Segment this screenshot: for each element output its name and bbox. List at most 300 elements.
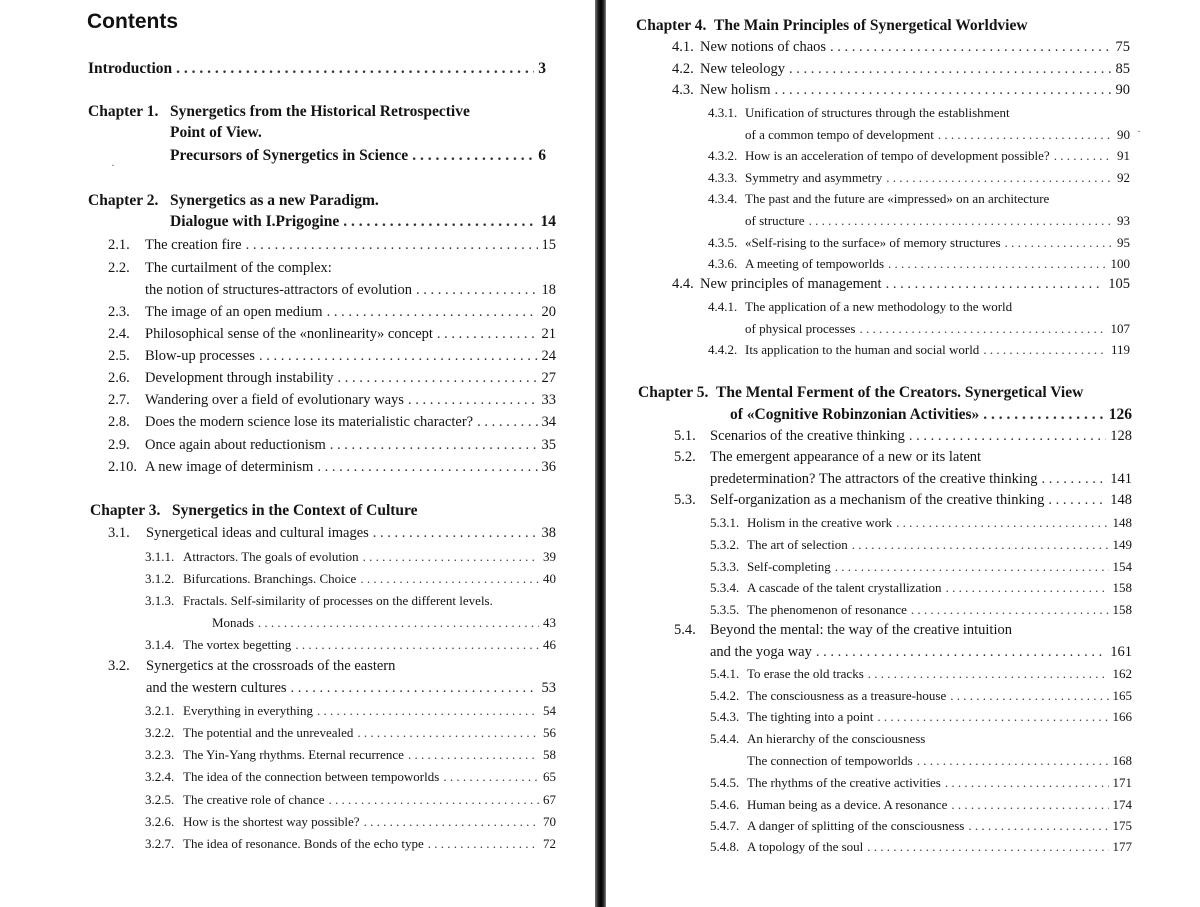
dot-leader [886,274,1105,295]
toc-entry-number: 5.4.3. [710,709,740,724]
toc-entry [710,642,1132,663]
toc-page-number: 119 [1110,342,1130,357]
dot-leader [968,815,1108,836]
dot-leader [363,546,539,567]
dot-leader [373,523,538,544]
toc-entry [145,833,556,854]
toc-entry-number: Chapter 3. [90,502,161,519]
toc-entry [672,37,1130,58]
toc-entry-title: New teleology [700,61,785,77]
dot-leader [416,280,538,301]
toc-entry [108,412,556,433]
toc-entry [88,190,556,211]
toc-entry-title: The Yin-Yang rhythms. Eternal recurrence [183,747,404,762]
toc-entry-number: Chapter 5. [638,384,709,401]
toc-entry-title: of a common tempo of development [745,127,934,142]
toc-entry-number: 4.3.1. [708,105,738,120]
toc-entry [708,253,1130,274]
toc-entry-number: 3.1. [108,525,130,541]
dot-leader [360,568,539,589]
dot-leader [983,339,1107,360]
toc-entry [710,663,1132,684]
toc-entry-title: Fractals. Self-similarity of processes on the different levels. [183,593,493,608]
toc-entry-title: Unification of structures through the establishment [745,105,1010,120]
toc-entry [710,534,1132,555]
dot-leader [1054,145,1113,166]
toc-page-number: 149 [1112,537,1132,552]
toc-entry [672,80,1130,101]
dot-leader [408,744,539,765]
scan-speck: · [1137,124,1141,138]
dot-leader [868,663,1109,684]
toc-page-number: 3 [538,60,546,77]
toc-entry-title: A danger of splitting of the consciousness [747,818,965,833]
toc-entry [710,469,1132,490]
toc-entry [674,490,1132,511]
toc-entry-number: 2.8. [108,414,130,430]
toc-page-number: 95 [1117,235,1130,250]
dot-leader [888,253,1106,274]
toc-entry-number: 3.1.3. [145,593,175,608]
toc-entry-number: 3.2.4. [145,769,175,784]
toc-entry-title: How is an acceleration of tempo of development possible? [745,148,1050,163]
dot-leader [1041,469,1106,490]
toc-entry [108,656,556,677]
dot-leader [859,318,1106,339]
toc-entry-title: «Self-rising to the surface» of memory structures [745,235,1001,250]
toc-page-number: 92 [1117,170,1130,185]
toc-entry-title: Philosophical sense of the «nonlinearity» concept [145,326,433,342]
toc-entry [108,435,556,456]
toc-entry-number: 4.3. [672,82,694,98]
toc-page-number: 46 [543,637,556,652]
toc-entry-title: Synergetics in the Context of Culture [172,502,418,519]
toc-entry-number: 4.4. [672,276,694,292]
toc-entry [170,122,546,143]
toc-page-number: 174 [1112,797,1132,812]
dot-leader [917,750,1109,771]
toc-entry-number: 5.3.4. [710,580,740,595]
dot-leader [443,766,539,787]
toc-entry [145,766,556,787]
toc-entry [672,274,1130,295]
dot-leader [1048,490,1106,511]
toc-entry-number: 5.4.4. [710,731,740,746]
toc-entry-title: The creation fire [145,237,242,253]
toc-entry [672,59,1130,80]
toc-entry [145,568,556,589]
dot-leader [867,836,1108,857]
dot-leader [830,37,1111,58]
dot-leader [946,577,1109,598]
toc-entry [108,258,556,279]
toc-entry-title: The connection of tempoworlds [747,753,913,768]
toc-page-number: 162 [1112,666,1132,681]
toc-entry-title: The curtailment of the complex: [145,260,332,276]
dot-leader [886,167,1113,188]
toc-page-number: 85 [1115,61,1130,77]
scan-speck: · [111,158,115,172]
dot-leader [809,210,1113,231]
toc-entry [708,102,1130,123]
toc-entry [708,167,1130,188]
toc-page-number: 148 [1110,492,1132,508]
toc-entry [710,512,1132,533]
toc-page-number: 105 [1108,276,1130,292]
dot-leader [789,59,1112,80]
toc-entry-title: To erase the old tracks [747,666,864,681]
toc-entry-title: The vortex begetting [183,637,292,652]
toc-entry [745,318,1130,339]
dot-leader [317,457,537,478]
toc-page-number: 53 [541,680,556,696]
contents-title: Contents [87,10,178,33]
toc-page-number: 90 [1115,82,1130,98]
left-page [0,0,595,907]
toc-entry [145,789,556,810]
toc-entry-title: Synergetics at the crossroads of the eastern [146,658,396,674]
toc-entry-number: 3.1.2. [145,571,175,586]
toc-entry-title: Human being as a device. A resonance [747,797,948,812]
toc-entry [710,815,1132,836]
toc-entry-title: of «Cognitive Robinzonian Activities» [730,406,980,423]
toc-entry-title: The art of selection [747,537,848,552]
toc-entry [708,339,1130,360]
toc-entry-number: 5.4.7. [710,818,740,833]
toc-entry-title: A meeting of tempoworlds [745,256,885,271]
toc-entry [146,678,556,699]
toc-entry-title: The potential and the unrevealed [183,725,354,740]
toc-page-number: 100 [1110,256,1130,271]
toc-page-number: 93 [1117,213,1130,228]
toc-page-number: 161 [1110,644,1132,660]
toc-entry [88,58,546,79]
toc-entry-number: 5.4.6. [710,797,740,812]
toc-entry [710,685,1132,706]
toc-entry-title: predetermination? The attractors of the creative thinking [710,471,1038,487]
toc-entry-title: Self-organization as a mechanism of the creative thinking [710,492,1045,508]
toc-entry-number: 2.9. [108,437,130,453]
toc-page-number: 36 [541,459,556,475]
toc-entry-title: The emergent appearance of a new or its latent [710,449,982,465]
toc-page-number: 158 [1112,602,1132,617]
toc-page-number: 166 [1112,709,1132,724]
toc-entry-number: 2.10. [108,459,137,475]
toc-entry [145,280,556,301]
toc-entry-number: 3.2.3. [145,747,175,762]
toc-entry-title: Wandering over a field of evolutionary ways [145,392,404,408]
toc-entry-number: Chapter 1. [88,103,159,120]
toc-entry [108,324,556,345]
toc-entry-title: New holism [700,82,771,98]
toc-entry-title: The creative role of chance [183,792,325,807]
toc-entry-title: The phenomenon of resonance [747,602,907,617]
toc-page-number: 128 [1110,428,1132,444]
dot-leader [295,634,539,655]
toc-page-number: 40 [543,571,556,586]
toc-entry-title: The Main Principles of Synergetical Worldview [714,17,1028,34]
toc-entry [145,744,556,765]
dot-leader [337,368,537,389]
toc-entry-title: Precursors of Synergetics in Science [170,147,409,164]
toc-entry [170,145,546,166]
toc-entry-number: 4.3.5. [708,235,738,250]
dot-leader [938,124,1113,145]
toc-entry [710,706,1132,727]
toc-entry [747,750,1132,771]
toc-entry [708,296,1130,317]
toc-entry-title: Bifurcations. Branchings. Choice [183,571,357,586]
dot-leader [176,58,534,79]
toc-entry-title: Blow-up processes [145,348,255,364]
toc-entry-title: Once again about reductionism [145,437,326,453]
toc-entry [710,836,1132,857]
toc-entry-number: 2.4. [108,326,130,342]
toc-entry-title: A cascade of the talent crystallization [747,580,942,595]
toc-entry-title: The application of a new methodology to the world [745,299,1013,314]
toc-entry-title: How is the shortest way possible? [183,814,360,829]
toc-entry-title: of physical processes [745,321,856,336]
book-spine-gutter [595,0,606,907]
toc-entry-number: 5.2. [674,449,696,465]
toc-entry-title: Self-completing [747,559,831,574]
dot-leader [246,235,538,256]
toc-entry [108,368,556,389]
toc-page-number: 91 [1117,148,1130,163]
toc-entry-number: 3.2. [108,658,130,674]
toc-page-number: 38 [541,525,556,541]
toc-entry-title: A topology of the soul [747,839,864,854]
toc-entry [708,188,1130,209]
toc-page-number: 70 [543,814,556,829]
toc-entry-number: 4.2. [672,61,694,77]
dot-leader [343,211,536,232]
dot-leader [951,794,1108,815]
toc-page-number: 175 [1112,818,1132,833]
toc-entry [145,590,556,611]
toc-entry [710,728,1132,749]
toc-page-number: 65 [543,769,556,784]
toc-entry [108,390,556,411]
right-page [606,0,1200,907]
toc-entry [88,101,546,122]
toc-entry [710,794,1132,815]
toc-entry-number: 3.2.5. [145,792,175,807]
toc-entry-number: 3.1.4. [145,637,175,652]
toc-entry-number: 2.6. [108,370,130,386]
toc-entry-title: The past and the future are «impressed» on an architecture [745,191,1050,206]
toc-entry [710,577,1132,598]
toc-entry [108,302,556,323]
toc-entry-title: Attractors. The goals of evolution [183,549,359,564]
toc-entry-number: 4.4.2. [708,342,738,357]
toc-entry-title: Its application to the human and social world [745,342,980,357]
toc-entry [145,634,556,655]
toc-entry-title: The idea of the connection between tempoworlds [183,769,440,784]
toc-entry-title: New notions of chaos [700,39,827,55]
toc-entry-number: 5.3.3. [710,559,740,574]
toc-entry [708,145,1130,166]
toc-entry-number: 3.2.1. [145,703,175,718]
toc-entry-number: 5.3. [674,492,696,508]
toc-entry-title: of structure [745,213,805,228]
toc-entry-number: 4.3.6. [708,256,738,271]
dot-leader [258,612,539,633]
dot-leader [774,80,1111,101]
dot-leader [437,324,538,345]
dot-leader [852,534,1109,555]
toc-entry-number: 3.1.1. [145,549,175,564]
toc-entry-title: Does the modern science lose its materialistic character? [145,414,474,430]
toc-page-number: 67 [543,792,556,807]
toc-entry-number: 4.3.2. [708,148,738,163]
toc-page-number: 107 [1110,321,1130,336]
toc-entry-title: the notion of structures-attractors of evolution [145,282,412,298]
toc-entry-title: The tighting into a point [747,709,874,724]
toc-page-number: 54 [543,703,556,718]
dot-leader [477,412,537,433]
toc-page-number: 154 [1112,559,1132,574]
toc-entry [90,500,556,521]
toc-entry-number: 3.2.2. [145,725,175,740]
toc-entry-title: Everything in everything [183,703,313,718]
toc-page-number: 43 [543,615,556,630]
dot-leader [364,811,539,832]
toc-entry-title: Synergetical ideas and cultural images [146,525,369,541]
toc-entry-title: and the western cultures [146,680,287,696]
toc-entry [638,382,1132,403]
toc-entry-title: The idea of resonance. Bonds of the echo type [183,836,424,851]
toc-page-number: 35 [541,437,556,453]
toc-page-number: 72 [543,836,556,851]
toc-entry-number: 4.4.1. [708,299,738,314]
toc-entry-title: An hierarchy of the consciousness [747,731,926,746]
dot-leader [911,599,1109,620]
dot-leader [983,404,1104,425]
toc-page-number: 21 [541,326,556,342]
toc-entry-title: The Mental Ferment of the Creators. Synergetical View [716,384,1084,401]
dot-leader [1005,232,1113,253]
dot-leader [835,556,1109,577]
toc-page-number: 177 [1112,839,1132,854]
dot-leader [896,512,1108,533]
dot-leader [428,833,539,854]
toc-page-number: 18 [541,282,556,298]
toc-entry-number: 5.4. [674,622,696,638]
toc-page-number: 34 [541,414,556,430]
toc-entry-number: 2.3. [108,304,130,320]
dot-leader [909,426,1106,447]
toc-entry [674,620,1132,641]
toc-page-number: 20 [541,304,556,320]
dot-leader [291,678,538,699]
toc-entry [170,211,556,232]
toc-entry-number: 5.4.8. [710,839,740,854]
toc-entry [108,235,556,256]
dot-leader [816,642,1106,663]
toc-page-number: 6 [538,147,546,164]
toc-page-number: 39 [543,549,556,564]
toc-entry-title: A new image of determinism [145,459,314,475]
toc-entry [710,772,1132,793]
dot-leader [877,706,1108,727]
toc-entry-title: The rhythms of the creative activities [747,775,941,790]
toc-entry [108,457,556,478]
toc-page-number: 165 [1112,688,1132,703]
toc-entry-number: 3.2.7. [145,836,175,851]
toc-entry [708,232,1130,253]
toc-page-number: 14 [540,213,556,230]
toc-entry-title: The image of an open medium [145,304,323,320]
toc-entry-title: Monads [212,615,254,630]
toc-entry-title: Holism in the creative work [747,515,893,530]
toc-entry-title: Dialogue with I.Prigogine [170,213,340,230]
toc-entry-title: Development through instability [145,370,334,386]
toc-page-number: 15 [541,237,556,253]
toc-entry [745,210,1130,231]
dot-leader [259,346,538,367]
toc-entry [674,447,1132,468]
toc-entry-title: Introduction [88,60,173,77]
toc-page-number: 171 [1112,775,1132,790]
toc-page-number: 90 [1117,127,1130,142]
toc-entry-title: The consciousness as a treasure-house [747,688,947,703]
toc-entry-number: 4.3.3. [708,170,738,185]
toc-page-number: 33 [541,392,556,408]
toc-entry-title: Point of View. [170,124,262,141]
toc-entry [212,612,556,633]
toc-page-number: 168 [1112,753,1132,768]
toc-entry-number: Chapter 4. [636,17,707,34]
toc-page-number: 56 [543,725,556,740]
toc-entry-number: 2.2. [108,260,130,276]
toc-entry-number: 4.1. [672,39,694,55]
toc-entry-title: Synergetics from the Historical Retrospective [170,103,470,120]
toc-entry-number: 5.4.1. [710,666,740,681]
dot-leader [330,435,538,456]
toc-entry-number: 5.4.5. [710,775,740,790]
dot-leader [317,700,539,721]
toc-entry-number: 5.1. [674,428,696,444]
toc-entry [145,546,556,567]
toc-entry-title: Synergetics as a new Paradigm. [170,192,379,209]
toc-entry [710,556,1132,577]
dot-leader [327,302,538,323]
dot-leader [408,390,538,411]
toc-entry-number: 3.2.6. [145,814,175,829]
dot-leader [945,772,1109,793]
toc-entry [710,599,1132,620]
toc-entry-number: 2.7. [108,392,130,408]
toc-entry [674,426,1132,447]
toc-entry [730,404,1132,425]
toc-entry-title: New principles of management [700,276,882,292]
toc-page-number: 158 [1112,580,1132,595]
toc-entry-number: Chapter 2. [88,192,159,209]
toc-entry [636,15,1130,36]
toc-entry-title: Scenarios of the creative thinking [710,428,905,444]
toc-page-number: 58 [543,747,556,762]
toc-page-number: 141 [1110,471,1132,487]
toc-entry-number: 2.1. [108,237,130,253]
toc-entry-title: Symmetry and asymmetry [745,170,883,185]
toc-page-number: 24 [541,348,556,364]
toc-page-number: 126 [1108,406,1132,423]
toc-page-number: 75 [1115,39,1130,55]
dot-leader [412,145,534,166]
toc-entry-number: 5.3.1. [710,515,740,530]
toc-entry [145,700,556,721]
